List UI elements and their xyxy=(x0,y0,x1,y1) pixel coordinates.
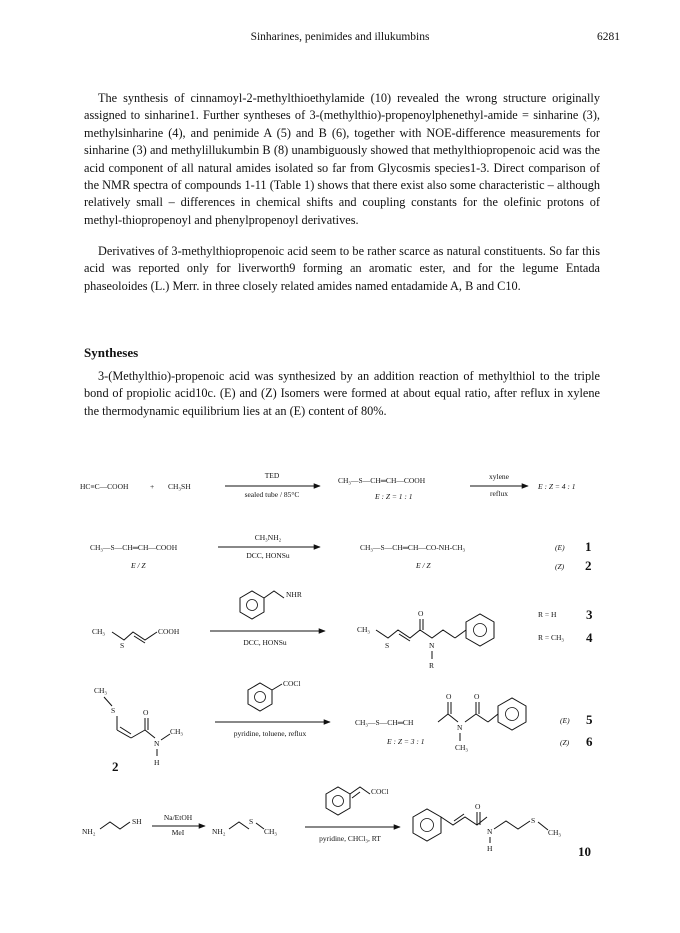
condition-solvent: xylene xyxy=(489,472,509,481)
aromatic-circle xyxy=(421,819,434,832)
bond xyxy=(131,730,145,738)
methyl-label: CH₃ xyxy=(94,686,108,695)
compound-number: 6 xyxy=(586,734,593,749)
oxygen-label: O xyxy=(418,609,424,618)
benzene-ring xyxy=(466,614,494,646)
benzene-ring xyxy=(498,698,526,730)
condition-reflux: reflux xyxy=(490,489,508,498)
oxygen-label: O xyxy=(446,692,452,701)
paragraph-structure-revision: The synthesis of cinnamoyl-2-methylthioethylamide (10) revealed the wrong structure originally assigned to sinharine1. Further syntheses of 3-(methylthio)-propenoylphenethyl-amide = sinharine (3), methylsinharine (4), and penimide A (5) and B (6), together with NOE-difference measurements for sinharine (3) and methylillukumbin B (8) unambiguously showed that methylthiopropenoic acid was the acid component of all natural amides isolated so far from Glycosmis species1-3. Direct comparison of the NMR spectra of compounds 1-11 (Table 1) shows that there exist also some characteristic – although relatively small – differences in chemical shifts and coupling constants for the olefinic protons of methyl-thiopropenoyl and phenylpropenoyl derivatives. xyxy=(84,91,600,227)
aromatic-circle xyxy=(247,600,258,611)
sulfur-label: S xyxy=(249,817,254,826)
sulfur-label: S xyxy=(111,706,116,715)
condition-methylating: MeI xyxy=(171,828,185,837)
substituent-label: R = CH₃ xyxy=(538,633,565,642)
benzene-ring xyxy=(326,787,350,815)
vinyl-chain xyxy=(350,787,370,794)
bond xyxy=(476,714,488,722)
phenylacetyl-chloride-reagent xyxy=(248,679,301,711)
substituent-label: R = H xyxy=(538,610,557,619)
double-bond xyxy=(352,792,360,798)
isomer-label: E / Z xyxy=(416,561,431,570)
hydrogen-label: H xyxy=(487,844,493,853)
penimide-product xyxy=(355,692,526,752)
oxygen-label: O xyxy=(475,802,481,811)
acid-chloride-group: COCl xyxy=(283,679,301,688)
propiolic-acid: HC≡C—COOH xyxy=(80,482,129,491)
methyl-label: CH₃ xyxy=(548,828,562,837)
methylthio-chain: CH₃—S—CH═CH xyxy=(355,718,414,727)
hydrogen-label: H xyxy=(154,758,160,767)
sulfur-label: S xyxy=(385,641,390,650)
isomer-tag: (E) xyxy=(555,543,565,552)
nitrogen-label: N xyxy=(487,827,493,836)
reaction-2 xyxy=(90,533,592,573)
oxygen-label: O xyxy=(143,708,149,717)
running-header xyxy=(0,31,680,47)
aromatic-circle xyxy=(333,796,344,807)
compound-number: 5 xyxy=(586,712,593,727)
cinnamoyl-chloride-reagent xyxy=(326,787,389,815)
cysteamine-reactant xyxy=(82,817,142,836)
isomer-tag: (Z) xyxy=(555,562,565,571)
oxygen-label: O xyxy=(474,692,480,701)
amine-label: NH₂ xyxy=(212,827,226,836)
ethyl-chain xyxy=(100,822,130,829)
reaction-3 xyxy=(92,590,593,670)
ethyl-chain xyxy=(229,822,249,829)
benzene-ring xyxy=(240,591,264,619)
equilibrium-ratio: E : Z = 4 : 1 xyxy=(538,482,576,491)
double-bond xyxy=(454,814,464,821)
nitrogen-label: N xyxy=(154,739,160,748)
n-methyl-label: CH₃ xyxy=(455,743,469,752)
carboxyl-label: COOH xyxy=(158,627,180,636)
condition-coupling: DCC, HONSu xyxy=(243,638,287,647)
amine-group: NHR xyxy=(286,590,302,599)
benzene-ring xyxy=(413,809,441,841)
paragraph-natural-occurrence: Derivatives of 3-methylthiopropenoic acid seem to be rather scarce as natural constituents. So far this acid was reported only for liverworth9 forming an aromatic ester, and for the legume Entada phaseoloides (L.) Merr. in three closely related amides named entadamide A, B and C10. xyxy=(84,244,600,293)
bond xyxy=(272,684,282,690)
reaction-scheme xyxy=(0,440,680,920)
methylthiol: CH₃SH xyxy=(168,482,191,491)
isomer-label: E / Z xyxy=(131,561,146,570)
isomer-ratio: E : Z = 3 : 1 xyxy=(387,737,425,746)
bond xyxy=(488,714,498,722)
cinnamoyl-amide-product xyxy=(413,802,561,853)
thiol-label: SH xyxy=(132,817,142,826)
methyl-label: CH₃ xyxy=(357,625,371,634)
bond xyxy=(538,822,548,830)
bond xyxy=(448,714,458,722)
compound-number: 2 xyxy=(585,558,592,573)
isomer-tag: (E) xyxy=(560,716,570,725)
condition-solvent: pyridine, CHCl₃, RT xyxy=(319,834,381,843)
condition-reagent: TED xyxy=(264,471,280,480)
sulfur-label: S xyxy=(120,641,125,650)
bond xyxy=(117,730,131,738)
reaction-1 xyxy=(80,471,576,501)
condition-solvent: pyridine, toluene, reflux xyxy=(233,729,307,738)
paragraph-synthesis-method: 3-(Methylthio)-propenoic acid was synthesized by an addition reaction of methylthiol to the triple bond of propiolic acid10c. (E) and (Z) Isomers were formed at about equal ratio, after reflux in xylene the thermodynamic equilibrium lies at an (E) content of 80%. xyxy=(84,369,600,418)
bond xyxy=(438,714,448,722)
r-label: R xyxy=(429,661,435,670)
page-number: 6281 xyxy=(597,31,620,43)
bond xyxy=(104,697,112,706)
sulfur-label: S xyxy=(531,816,536,825)
compound-number: 10 xyxy=(578,844,591,859)
amine-label: NH₂ xyxy=(82,827,96,836)
bond xyxy=(465,714,476,722)
aromatic-circle xyxy=(474,624,487,637)
isomer-tag: (Z) xyxy=(560,738,570,747)
product-backbone xyxy=(376,630,455,638)
sinharine-product xyxy=(357,609,494,670)
z-methylamide-reactant xyxy=(94,686,183,774)
bond xyxy=(161,734,170,740)
nitrogen-label: N xyxy=(429,641,435,650)
compound-number: 2 xyxy=(112,759,119,774)
condition-base: Na/EtOH xyxy=(163,813,193,822)
aromatic-circle xyxy=(506,708,519,721)
aromatic-circle xyxy=(255,692,266,703)
methylthiopropenoic-acid: CH₃—S—CH═CH—COOH xyxy=(338,476,426,485)
compound-number: 1 xyxy=(585,539,592,554)
reaction-5 xyxy=(82,787,591,859)
bond xyxy=(256,823,264,829)
benzene-ring xyxy=(248,683,272,711)
phenethylamine-reagent xyxy=(240,590,302,619)
compound-number: 4 xyxy=(586,630,593,645)
acid-chloride-group: COCl xyxy=(371,787,389,796)
ethyl-chain xyxy=(494,821,530,829)
plus-sign: + xyxy=(150,482,155,491)
ring-bond xyxy=(455,630,466,638)
methyl-label: CH₃ xyxy=(92,627,106,636)
compound-number: 3 xyxy=(586,607,593,622)
nitrogen-label: N xyxy=(457,723,463,732)
condition-temperature: sealed tube / 85°C xyxy=(244,490,300,499)
running-title: Sinharines, penimides and illukumbins xyxy=(250,31,430,43)
methyl-label: CH₃ xyxy=(264,827,278,836)
methylthioethylamine xyxy=(212,817,277,836)
bond xyxy=(145,730,155,738)
n-methyl-label: CH₃ xyxy=(170,727,184,736)
section-heading: Syntheses xyxy=(84,345,139,360)
methylamide-product: CH₃—S—CH═CH—CO-NH-CH₃ xyxy=(360,543,466,552)
isomer-ratio: E : Z = 1 : 1 xyxy=(375,492,413,501)
ethyl-linker xyxy=(264,591,284,598)
methylthiopropenoic-acid: CH₃—S—CH═CH—COOH xyxy=(90,543,178,552)
condition-coupling: DCC, HONSu xyxy=(246,551,290,560)
reaction-4 xyxy=(94,679,593,774)
condition-amine: CH₃NH₂ xyxy=(254,533,282,542)
